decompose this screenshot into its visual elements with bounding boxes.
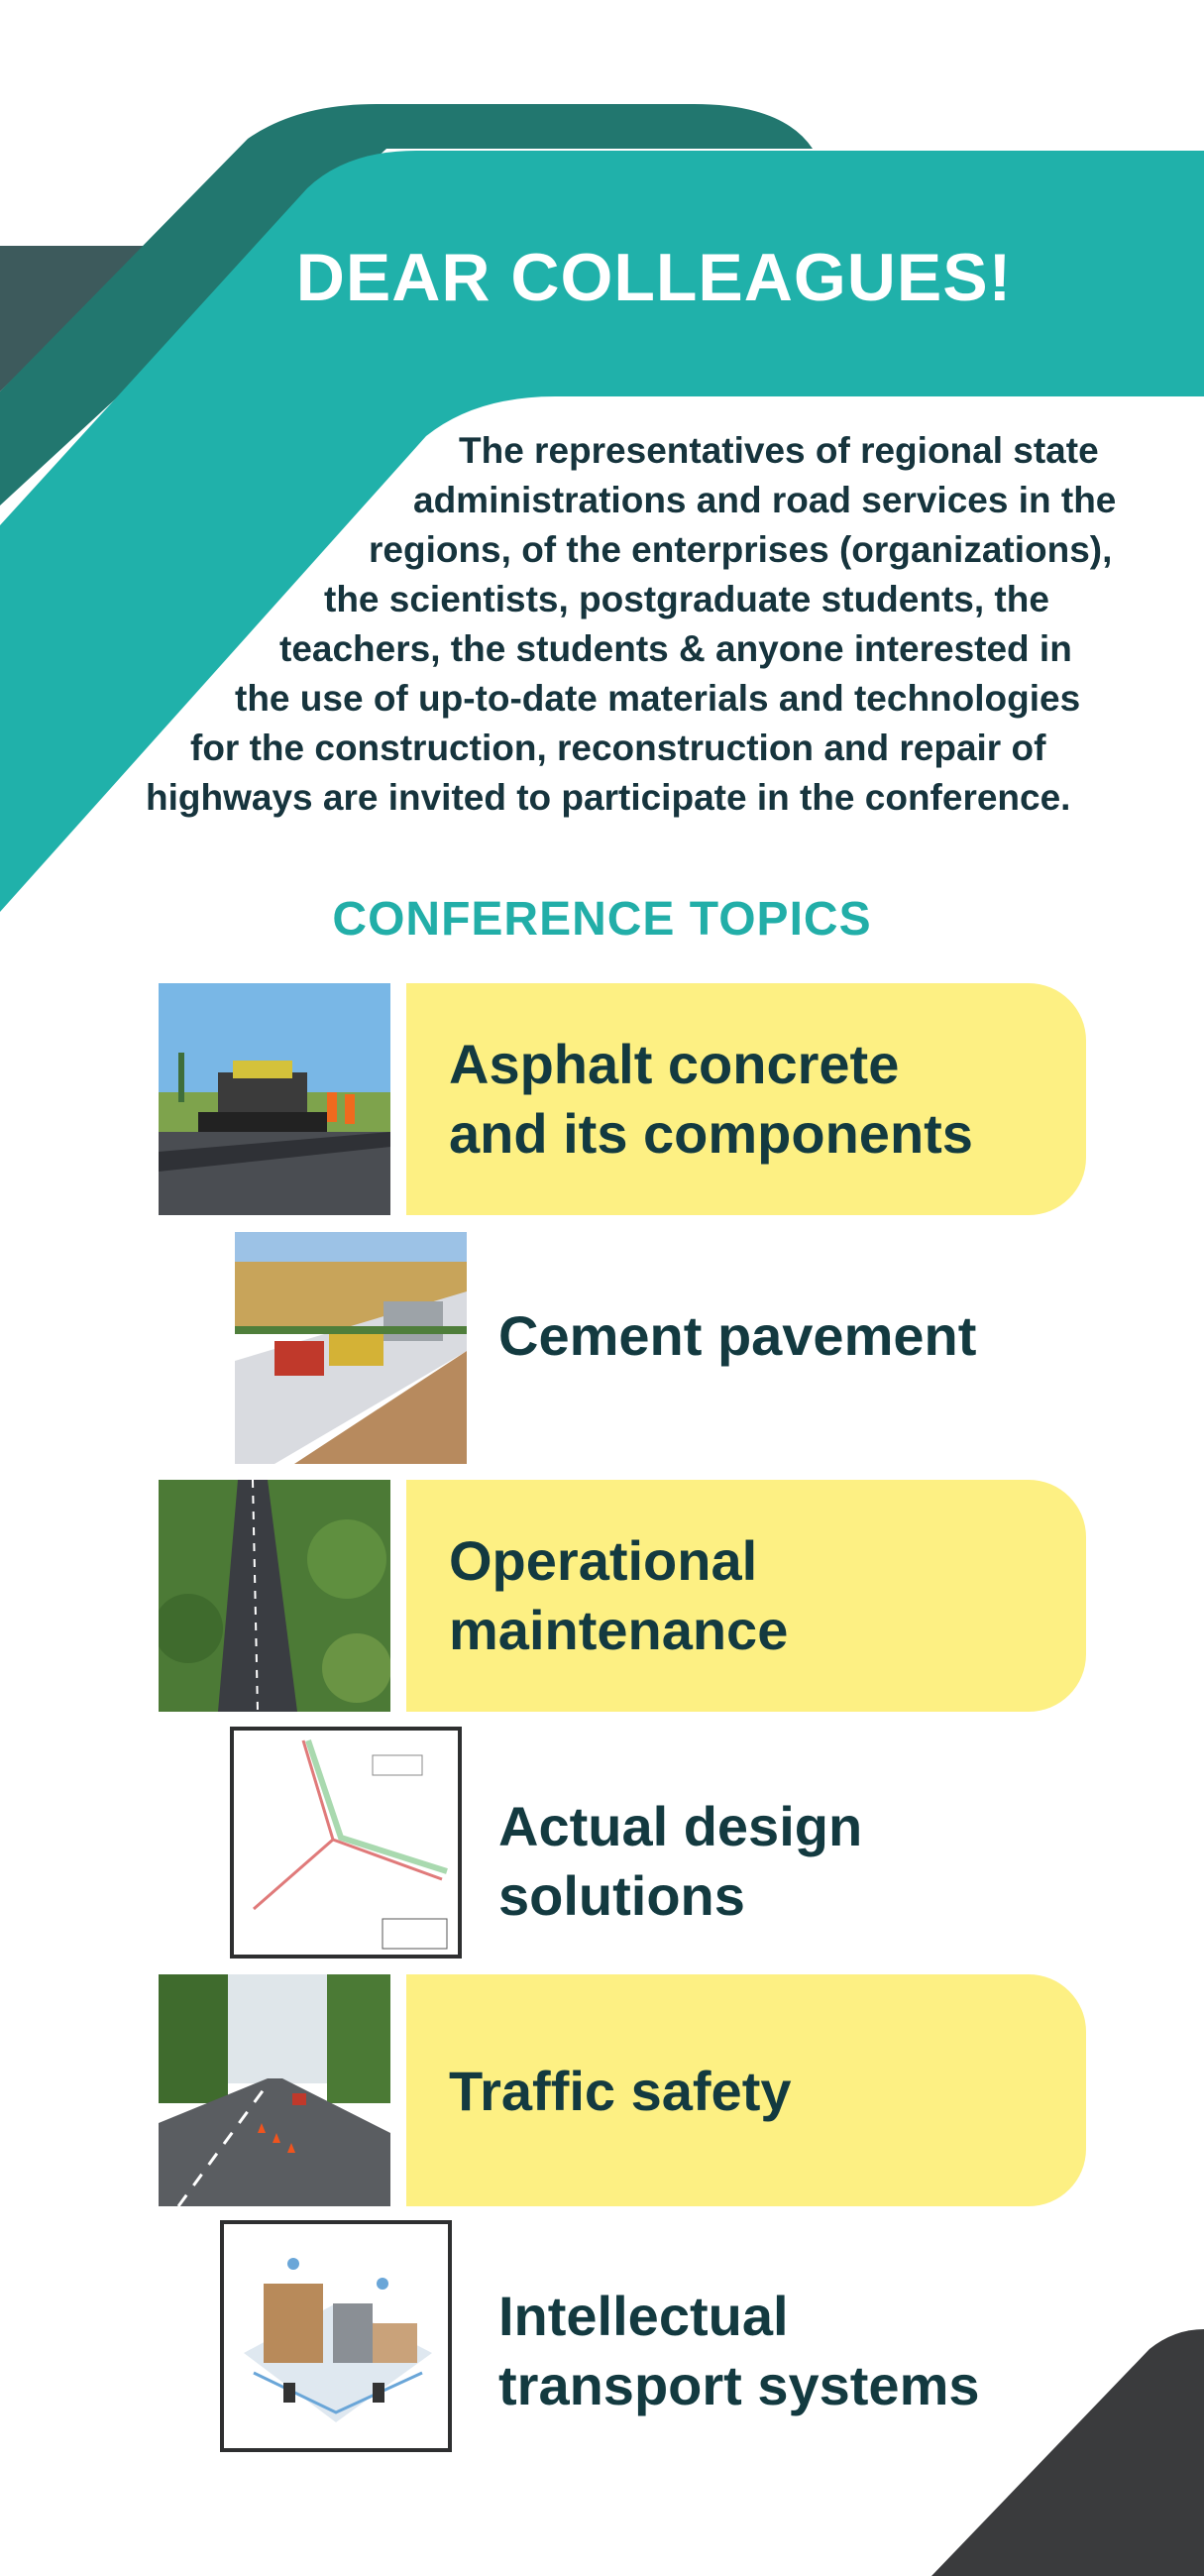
road-design-drawing xyxy=(230,1727,462,1959)
intro-line: the use of up-to-date materials and technologies xyxy=(235,678,1081,719)
page-title: DEAR COLLEAGUES! xyxy=(295,240,1013,315)
topic-label-design: Actual design solutions xyxy=(498,1795,863,1927)
intro-line: administrations and road services in the xyxy=(413,480,1117,520)
highway-aerial-photo xyxy=(159,1480,390,1712)
intro-line: teachers, the students & anyone interested in xyxy=(279,628,1072,669)
intro-paragraph xyxy=(0,426,1204,842)
cement-paving-photo xyxy=(235,1232,467,1464)
conference-topics-heading: CONFERENCE TOPICS xyxy=(332,893,872,946)
road-works-cones-photo xyxy=(159,1974,390,2206)
topic-label-asphalt: Asphalt concrete and its components xyxy=(449,1033,973,1165)
topic-label-its: Intellectual transport systems xyxy=(498,2285,980,2416)
intro-line: the scientists, postgraduate students, the xyxy=(324,579,1049,619)
intro-line: highways are invited to participate in the conference. xyxy=(146,777,1071,818)
topic-label-traffic-safety: Traffic safety xyxy=(449,2060,792,2122)
intro-line: regions, of the enterprises (organizations), xyxy=(369,529,1113,570)
asphalt-paving-photo xyxy=(159,983,390,1215)
topic-label-maintenance: Operational maintenance xyxy=(449,1529,789,1661)
topic-label-cement: Cement pavement xyxy=(498,1304,977,1367)
smart-city-illustration xyxy=(220,2220,452,2452)
intro-line: for the construction, reconstruction and repair of xyxy=(190,728,1046,768)
intro-line: The representatives of regional state xyxy=(459,430,1099,471)
